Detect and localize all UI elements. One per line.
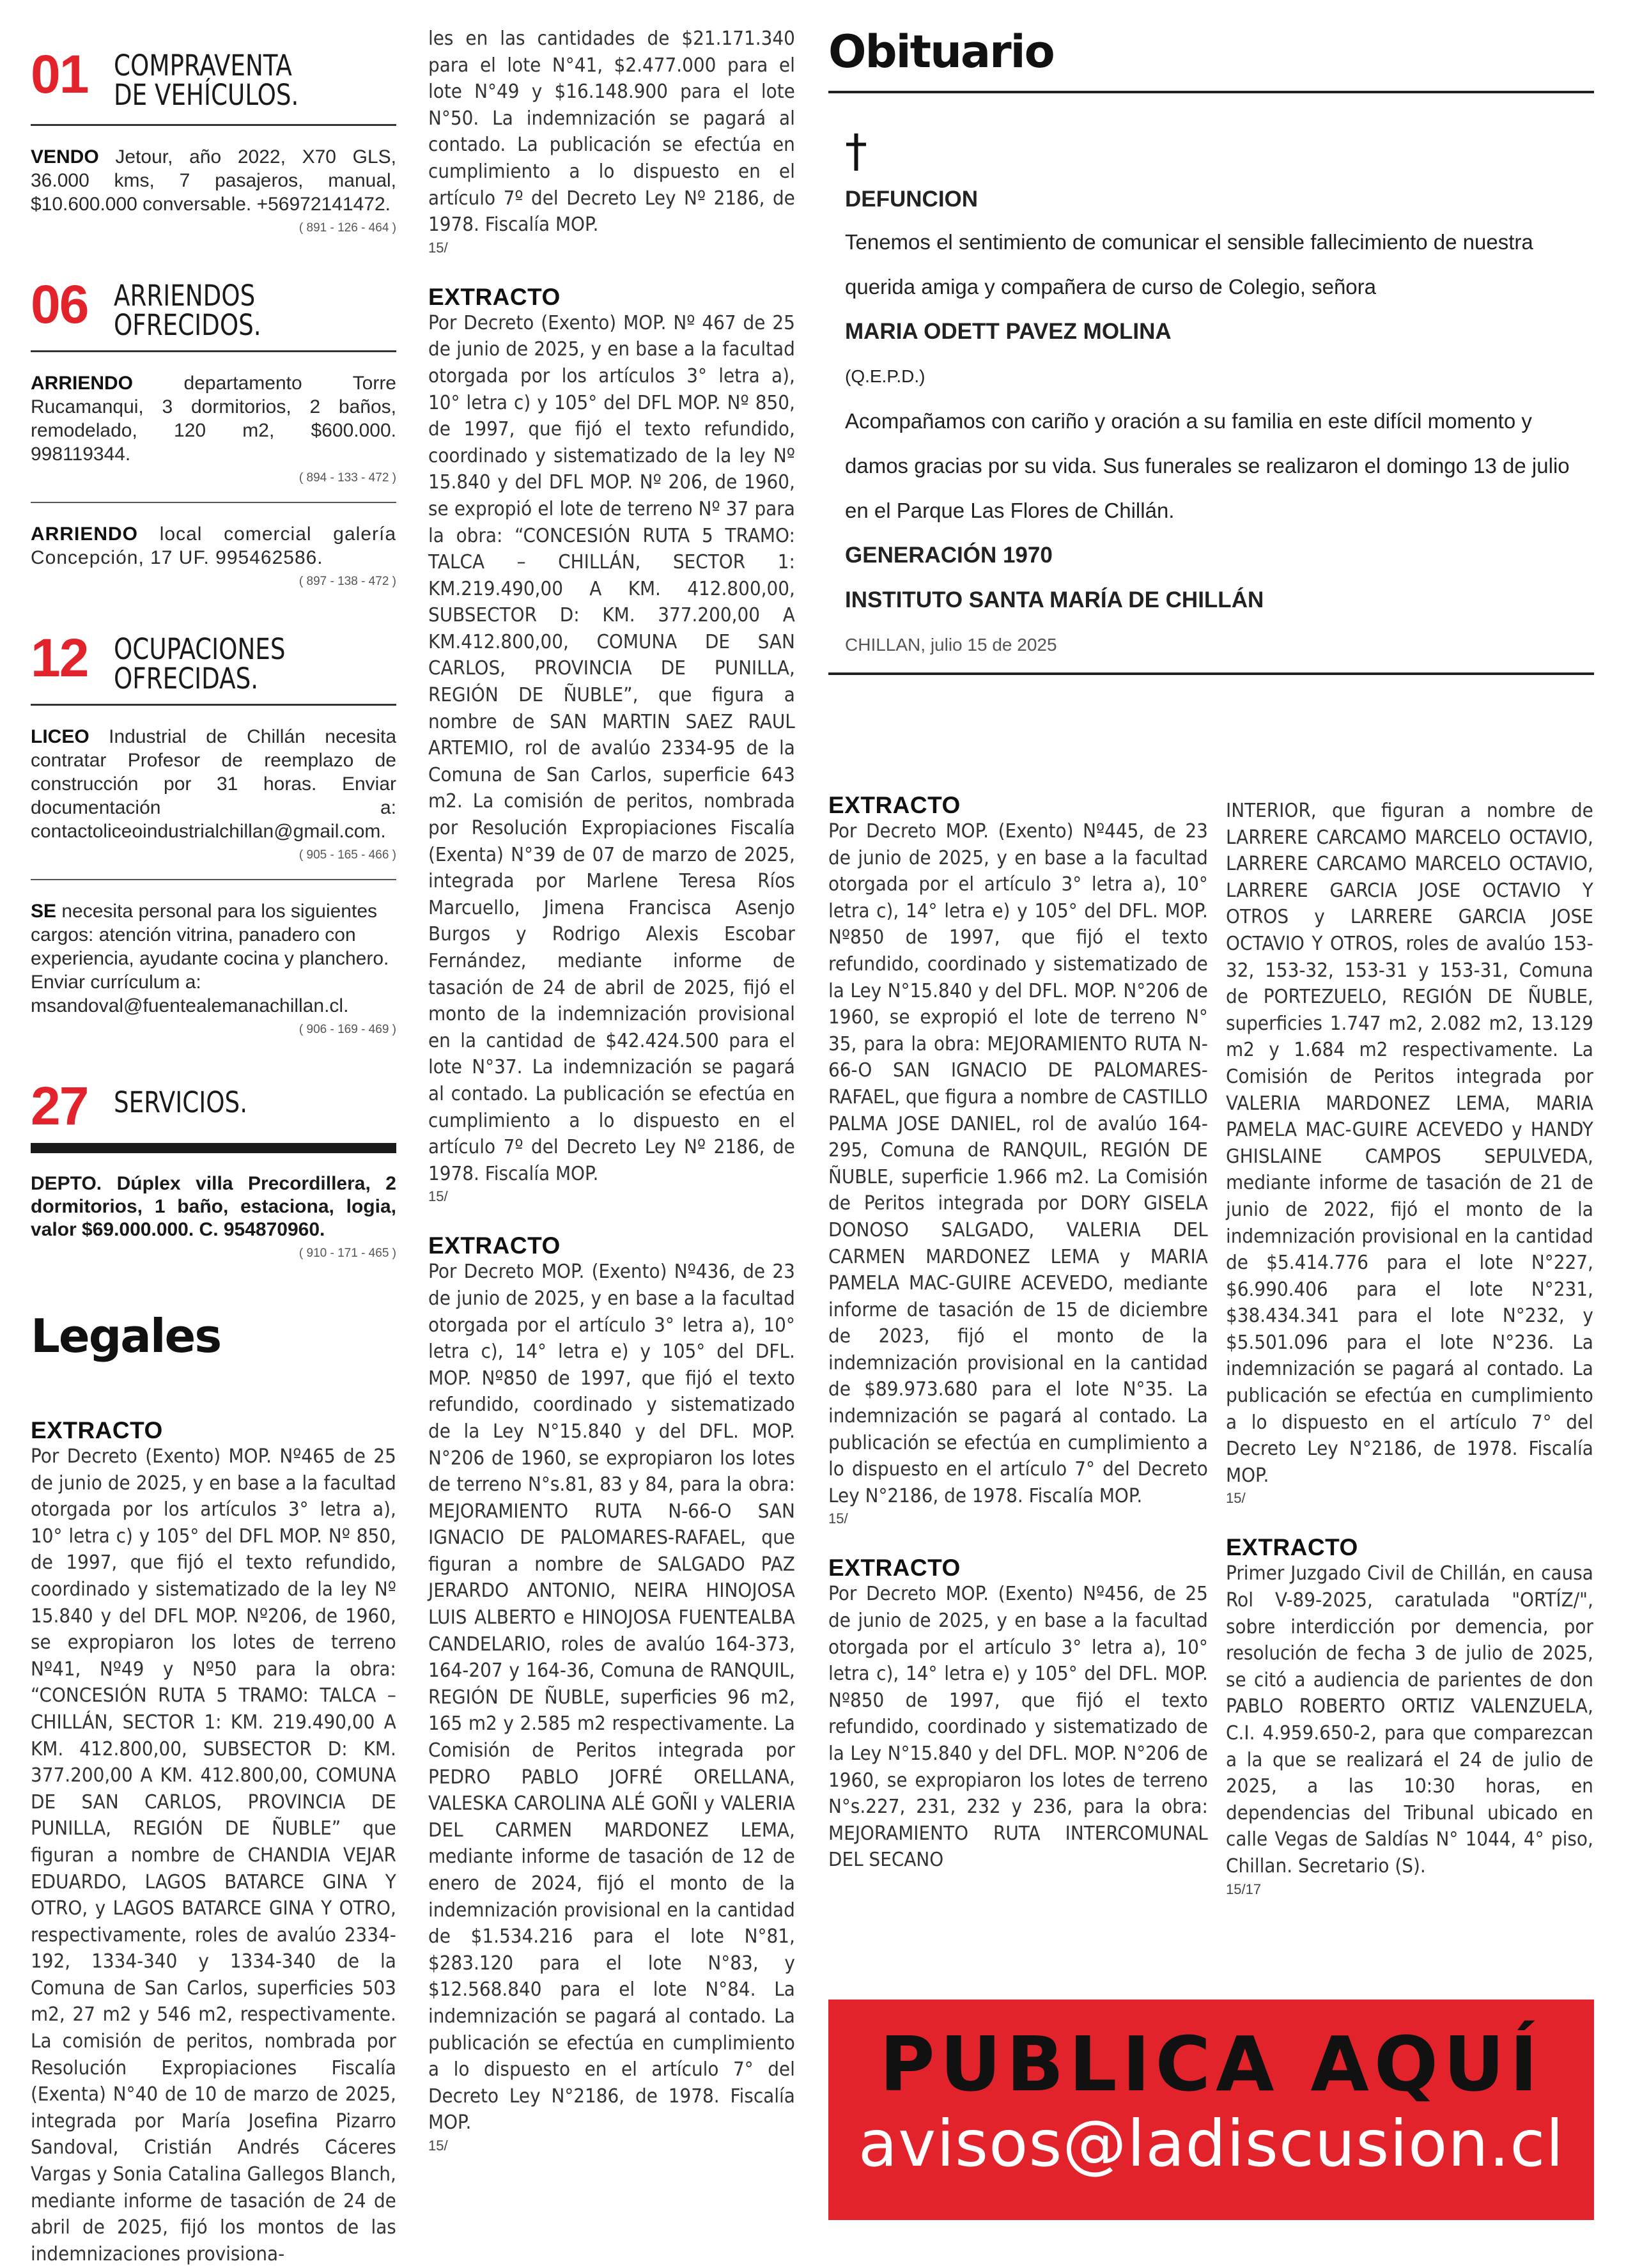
extracto-notice: [828, 793, 1208, 1527]
extracto-body: Por Decreto (Exento) MOP. Nº465 de 25 de junio de 2025, y en base a la facultad otorgada por los artículos 3° letra a), 10° letra c) y 105° del DFL MOP. Nº 850, de 1997, que fijó el texto refundido, coordinado y sistematizado de la ley Nº 15.840 y del DFL MOP. Nº206, de 1960, se expropiaron los lotes de terreno Nº41, Nº49 y Nº50 para la obra: “CONCESIÓN RUTA 5 TRAMO: TALCA – CHILLÁN, SECTOR 1: KM. 219.490,00 A KM. 412.800,00, SUBSECTOR D: KM. 377.200,00 A KM. 412.800,00, COMUNA DE SAN CARLOS, PROVINCIA DE PUNILLA, REGIÓN DE ÑUBLE” que figuran a nombre de CHANDIA VEJAR EDUARDO, LAGOS BATARCE GINA Y OTRO, y LAGOS BATARCE GINA Y OTRO, respectivamente, roles de avalúo 2334-192, 1334-340 y 1334-340 de la Comuna de San Carlos, superficies 503 m2, 27 m2 y 546 m2, respectivamente. La comisión de peritos, nombrada por Resolución Expropiaciones Fiscalía (Exenta) N°40 de 10 de marzo de 2025, integrada por María Josefina Pizarro Sandoval, Cristián Andrés Cáceres Vargas y Sonia Catalina Gallegos Blanch, mediante informe de tasación de 24 de abril de 2025, fijó los montos de las indemnizaciones provisiona-: [31, 1445, 396, 2265]
classified-ad: ARRIENDO local comercial galería Concepción, 17 UF. 995462586.: [31, 524, 396, 568]
ad-code: ( 894 - 133 - 472 ): [298, 471, 396, 485]
obituario-paragraph: Acompañamos con cariño y oración a su familia en este difícil momento y damos gracias por su vida. Sus funerales se realizaron el domingo 13 de julio en el Parque Las Flores de Chillán.: [845, 409, 1570, 522]
obituario-name: MARIA ODETT PAVEZ MOLINA: [845, 319, 1172, 344]
extracto-notice: [828, 1555, 1208, 1874]
extracto-heading: EXTRACTO: [1226, 1534, 1358, 1561]
extracto-heading: EXTRACTO: [428, 1232, 561, 1259]
ad-code: ( 897 - 138 - 472 ): [298, 575, 396, 588]
legales-column-4: [1226, 798, 1593, 1898]
classified-ad: VENDO Jetour, año 2022, X70 GLS, 36.000 kms, 7 pasajeros, manual, $10.600.000 conversable. +56972141472.: [31, 146, 396, 215]
banner-email[interactable]: avisos@ladiscusion.cl: [858, 2106, 1565, 2181]
ad-code: ( 906 - 169 - 469 ): [298, 1023, 396, 1036]
extracto-body: Primer Juzgado Civil de Chillán, en causa Rol V-89-2025, caratulada "ORTÍZ/", sobre interdicción por demencia, por resolución de fecha 3 de julio de 2025, se citó a audiencia de parientes de don PABLO ROBERTO ORTIZ VALENZUELA, C.I. 4.959.650-2, para que comparezcan a la que se realizará el 24 de julio de 2025, a las 10:30 horas, en dependencias del Tribunal ubicado en calle Vegas de Saldías N° 1044, 4° piso, Chillan. Secretario (S).: [1226, 1562, 1593, 1877]
classified-ad: LICEO Industrial de Chillán necesita contratar Profesor de reemplazo de construcción por 31 horas. Enviar documentación a: contactoliceoindustrialchillan@gmail.com.: [31, 726, 396, 842]
legales-column-3: [828, 793, 1208, 1874]
extracto-heading: EXTRACTO: [31, 1417, 163, 1443]
extracto-body: Por Decreto MOP. (Exento) Nº456, de 25 de junio de 2025, y en base a la facultad otorgada por el artículo 3° letra a), 10° letra c), 14° letra e) y 105° del DFL. MOP. Nº850 de 1997, que fijó el texto refundido, coordinado y sistematizado de la Ley N°15.840 y del DFL. MOP. N°206 de 1960, se expropiaron los lotes de terreno N°s.227, 231, 232 y 236, para la obra: MEJORAMIENTO RUTA INTERCOMUNAL DEL SECANO: [828, 1583, 1208, 1872]
obituario-notice: [828, 125, 1594, 667]
section-number: 27: [31, 1076, 88, 1136]
extracto-ref: 15/: [1226, 1490, 1246, 1507]
legales-column-2: [428, 26, 795, 2154]
section-rule: [31, 1143, 396, 1153]
classified-ad: SE necesita personal para los siguientes cargos: atención vitrina, panadero con experiencia, ayudante cocina y planchero. Enviar currículum a: msandoval@fuentealemanachillan.cl.: [31, 901, 389, 1016]
obituario-section: [828, 0, 1594, 675]
obituario-rule: [828, 672, 1594, 675]
obituario-title: Obituario: [828, 26, 1054, 78]
extracto-notice: [428, 1233, 795, 2154]
extracto-ref: 15/: [428, 2137, 448, 2154]
extracto-heading: EXTRACTO: [828, 1555, 961, 1581]
section-header-vehiculos: [31, 44, 396, 124]
section-title: SERVICIOS.: [114, 1085, 248, 1119]
cross-icon: †: [845, 125, 867, 177]
obituario-heading: DEFUNCION: [845, 187, 979, 212]
extracto-heading: EXTRACTO: [428, 283, 561, 310]
section-number: 12: [31, 628, 88, 688]
section-title: ARRIENDOS OFRECIDOS.: [114, 279, 261, 342]
section-title: OCUPACIONES OFRECIDAS.: [114, 632, 286, 695]
classifieds-column: [31, 0, 396, 2267]
section-title: COMPRAVENTA DE VEHÍCULOS.: [114, 49, 299, 112]
section-number: 01: [31, 44, 88, 104]
section-number: 06: [31, 274, 88, 334]
banner-headline: PUBLICA AQUÍ: [879, 2020, 1543, 2108]
obituario-qepd: (Q.E.P.D.): [845, 366, 925, 386]
section-rule: [31, 124, 396, 126]
ad-divider: [31, 502, 396, 503]
publica-aqui-banner[interactable]: [828, 2000, 1594, 2220]
ad-code: ( 910 - 171 - 465 ): [298, 1247, 396, 1260]
obituario-date: CHILLAN, julio 15 de 2025: [845, 635, 1057, 655]
extracto-body-continued: INTERIOR, que figuran a nombre de LARRERE CARCAMO MARCELO OCTAVIO, LARRERE CARCAMO MARCELO OCTAVIO, LARRERE GARCIA JOSE OCTAVIO Y OTROS y LARRERE GARCIA JOSE OCTAVIO Y OTROS, roles de avalúo 153-32, 153-32, 153-31 y 153-31, Comuna de PORTEZUELO, REGIÓN DE ÑUBLE, superficies 1.747 m2, 2.082 m2, 13.129 m2 y 1.684 m2 respectivamente. La Comisión de Peritos integrada por VALERIA MARDONEZ LEMA, MARIA PAMELA MAC-GUIRE ACEVEDO y HANDY GHISLAINE CAMPOS SEPULVEDA, mediante informe de tasación de 21 de junio de 2022, fijó el monto de la indemnización provisional en la cantidad de $5.414.776 para el lote N°227, $6.990.406 para el lote N°231, $38.434.341 para el lote N°232, y $5.501.096 para el lote N°236. La indemnización se pagará al contado. La publicación se efectúa en cumplimiento a lo dispuesto en el artículo 7° del Decreto Ley N°2186, de 1978. Fiscalía MOP.: [1226, 800, 1593, 1487]
extracto-notice: [1226, 1535, 1593, 1897]
section-header-servicios: [31, 1076, 396, 1143]
classified-ad: DEPTO. Dúplex villa Precordillera, 2 dormitorios, 1 baño, estaciona, logia, valor $69.000.000. C. 954870960.: [31, 1173, 396, 1240]
classified-ad: ARRIENDO departamento Torre Rucamanqui, 3 dormitorios, 2 baños, remodelado, 120 m2, $600.000. 998119344.: [31, 373, 396, 465]
extracto-body: Por Decreto MOP. (Exento) Nº445, de 23 de junio de 2025, y en base a la facultad otorgada por el artículo 3° letra a), 10° letra c), 14° letra e) y 105° del DFL. MOP. Nº850 de 1997, que fijó el texto refundido, coordinado y sistematizado de la Ley N°15.840 y del DFL. MOP. N°206 de 1960, se expropió el lote de terreno N° 35, para la obra: MEJORAMIENTO RUTA N-66-O SAN IGNACIO DE PALOMARES-RAFAEL, que figura a nombre de CASTILLO PALMA JOSE DANIEL, rol de avalúo 164-295, Comuna de RANQUIL, REGIÓN DE ÑUBLE, superficie 1.966 m2. La Comisión de Peritos integrada por DORY GISELA DONOSO SALGADO, VALERIA DEL CARMEN MARDONEZ LEMA y MARIA PAMELA MAC-GUIRE ACEVEDO, mediante informe de tasación de 15 de diciembre de 2023, fijó el monto de la indemnización provisional en la cantidad de $89.973.680 para el lote N°35. La indemnización se pagará al contado. La publicación se efectúa en cumplimiento a lo dispuesto en el artículo 7° del Decreto Ley N°2186, de 1978. Fiscalía MOP.: [828, 820, 1208, 1507]
obituario-rule: [828, 91, 1594, 93]
extracto-notice: [428, 284, 795, 1206]
section-header-arriendos: [31, 274, 396, 354]
extracto-heading: EXTRACTO: [828, 792, 961, 818]
extracto-body-continued: les en las cantidades de $21.171.340 para el lote N°41, $2.477.000 para el lote N°49 y $16.148.900 para el lote N°50. La indemnización se pagará al contado. La publicación se efectúa en cumplimiento a lo dispuesto en el artículo 7º del Decreto Ley Nº 2186, de 1978. Fiscalía MOP.: [428, 27, 795, 237]
section-header-ocupaciones: [31, 628, 396, 708]
extracto-body: Por Decreto (Exento) MOP. Nº 467 de 25 de junio de 2025, y en base a la facultad otorgada por los artículos 3° letra a), 10° letra c) y 105° del DFL MOP. Nº 850, de 1997, que fijó el texto refundido, coordinado y sistematizado de la ley Nº 15.840 y del DFL MOP. Nº 206, de 1960, se expropió el lote de terreno Nº 37 para la obra: “CONCESIÓN RUTA 5 TRAMO: TALCA – CHILLÁN, SECTOR 1: KM.219.490,00 A KM. 412.800,00, SUBSECTOR D: KM. 377.200,00 A KM.412.800,00, COMUNA DE SAN CARLOS, PROVINCIA DE PUNILLA, REGIÓN DE ÑUBLE”, que figura a nombre de SAN MARTIN SAEZ RAUL ARTEMIO, rol de avalúo 2334-95 de la Comuna de San Carlos, superficie 643 m2. La comisión de peritos, nombrada por Resolución Expropiaciones Fiscalía (Exenta) N°39 de 07 de marzo de 2025, integrada por Marlene Teresa Ríos Marcuello, Jimena Francisca Asenjo Burgos y Rodrigo Alexis Escobar Fernández, mediante informe de tasación de 24 de abril de 2025, fijó el monto de la indemnización provisional en la cantidad de $42.424.500 para el lote N°37. La indemnización se pagará al contado. La publicación se efectúa en cumplimiento a lo dispuesto en el artículo 7º del Decreto Ley Nº 2186, de 1978. Fiscalía MOP.: [428, 311, 795, 1185]
extracto-ref: 15/: [428, 239, 448, 256]
obituario-signature: GENERACIÓN 1970: [845, 543, 1053, 568]
ad-code: ( 905 - 165 - 466 ): [298, 848, 396, 862]
extracto-body: Por Decreto MOP. (Exento) Nº436, de 23 de junio de 2025, y en base a la facultad otorgada por el artículo 3° letra a), 10° letra c), 14° letra e) y 105° del DFL. MOP. Nº850 de 1997, que fijó el texto refundido, coordinado y sistematizado de la Ley N°15.840 y del DFL. MOP. N°206 de 1960, se expropiaron los lotes de terreno N°s.81, 83 y 84, para la obra: MEJORAMIENTO RUTA N-66-O SAN IGNACIO DE PALOMARES-RAFAEL, que figuran a nombre de SALGADO PAZ JERARDO ANTONIO, NEIRA HINOJOSA LUIS ALBERTO e HINOJOSA FUENTEALBA CANDELARIO, roles de avalúo 164-373, 164-207 y 164-36, Comuna de RANQUIL, REGIÓN DE ÑUBLE, superficies 96 m2, 165 m2 y 2.585 m2 respectivamente. La Comisión de Peritos integrada por PEDRO PABLO JOFRÉ ORELLANA, VALESKA CAROLINA ALÉ GOÑI y VALERIA DEL CARMEN MARDONEZ LEMA, mediante informe de tasación de 12 de enero de 2024, fijó el monto de la indemnización provisional en la cantidad de $1.534.216 para el lote N°81, $283.120 para el lote N°83, y $12.568.840 para el lote N°84. La indemnización se pagará al contado. La publicación se efectúa en cumplimiento a lo dispuesto en el artículo 7° del Decreto Ley N°2186, de 1978. Fiscalía MOP.: [428, 1261, 795, 2134]
obituario-signature: INSTITUTO SANTA MARÍA DE CHILLÁN: [845, 587, 1264, 612]
extracto-ref: 15/: [428, 1188, 448, 1205]
obituario-paragraph: Tenemos el sentimiento de comunicar el sensible fallecimiento de nuestra querida amiga y compañera de curso de Colegio, señora: [845, 230, 1533, 299]
extracto-notice: [31, 1418, 396, 2267]
extracto-ref: 15/: [828, 1511, 848, 1527]
legales-title: Legales: [31, 1309, 221, 1363]
ad-code: ( 891 - 126 - 464 ): [298, 221, 396, 235]
extracto-ref: 15/17: [1226, 1881, 1262, 1897]
ad-divider: [31, 879, 396, 880]
